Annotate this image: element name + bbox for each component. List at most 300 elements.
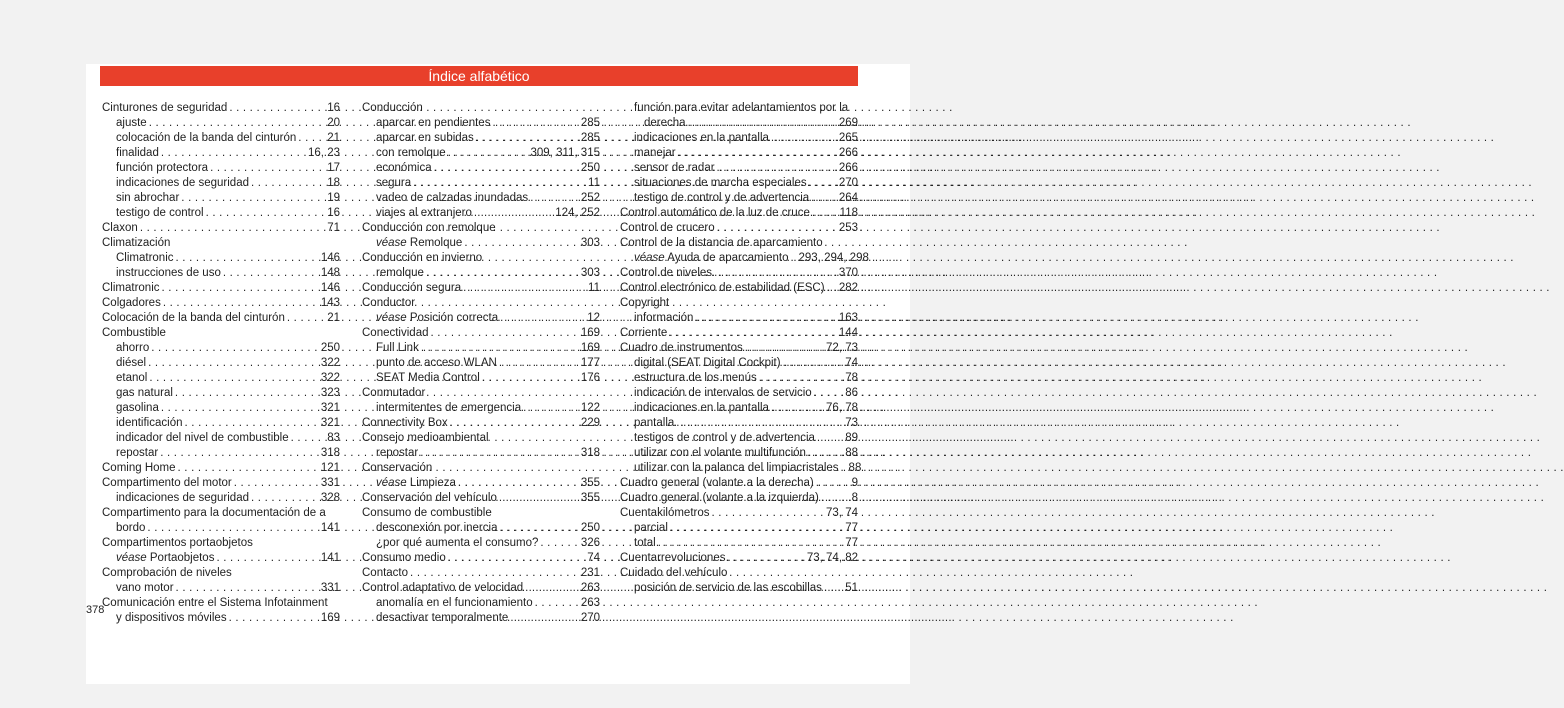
index-entry-leader	[448, 551, 585, 566]
index-entry	[620, 581, 858, 596]
index-entry-term: Consumo medio	[362, 552, 446, 564]
index-entry	[620, 536, 858, 551]
index-entry	[102, 101, 340, 116]
index-entry-term: Control de la distancia de aparcamiento	[620, 237, 823, 249]
index-entry-term: indicaciones de seguridad	[116, 177, 249, 189]
index-entry-term: pantalla	[634, 417, 675, 429]
index-entry-page: 266	[838, 162, 858, 174]
index-entry	[362, 461, 600, 476]
index-entry-term: Colocación de la banda del cinturón	[102, 312, 285, 324]
index-entry	[102, 521, 340, 536]
index-entry	[362, 386, 600, 401]
index-entry-term: Compartimentos portaobjetos	[102, 537, 253, 549]
index-entry-leader	[184, 416, 318, 431]
index-entry-leader	[669, 326, 837, 341]
index-entry-leader	[229, 101, 325, 116]
index-entry-leader	[670, 521, 843, 536]
page-number: 378	[86, 604, 105, 616]
index-entry-page: 270	[838, 177, 858, 189]
index-entry-leader	[783, 356, 844, 371]
index-entry-term: testigos de control y de advertencia	[634, 432, 815, 444]
index-entry-leader	[140, 221, 325, 236]
index-entry	[362, 266, 600, 281]
index-entry-page: 282	[838, 282, 858, 294]
index-entry-page: 309, 311, 315	[530, 147, 600, 159]
index-entry	[362, 356, 600, 371]
index-entry-page: 326	[580, 537, 600, 549]
index-entry	[362, 431, 600, 446]
index-entry	[620, 116, 858, 131]
index-entry-leader	[688, 116, 837, 131]
index-entry-page: 263	[580, 597, 600, 609]
index-entry-page: 229	[580, 417, 600, 429]
index-entry-page: 73	[845, 417, 858, 429]
index-entry-term: derecha	[644, 117, 686, 129]
index-entry	[362, 206, 600, 221]
index-entry-page: 331	[320, 477, 340, 489]
index-entry	[102, 566, 340, 581]
index-entry	[102, 446, 340, 461]
index-entry-term: económica	[376, 162, 432, 174]
index-entry-leader	[206, 206, 326, 221]
index-entry-leader	[771, 131, 837, 146]
index-entry-term: véase Limpieza	[376, 477, 456, 489]
index-entry-term: Colgadores	[102, 297, 161, 309]
index-entry-page: 163	[838, 312, 858, 324]
index-entry-term: parcial	[634, 522, 668, 534]
index-entry-page: 355	[580, 477, 600, 489]
index-entry-page: 71	[327, 222, 340, 234]
index-entry	[102, 311, 340, 326]
index-entry	[102, 401, 340, 416]
index-entry-page: 16	[327, 102, 340, 114]
index-entry-term: viajes al extranjero	[376, 207, 472, 219]
index-entry-term: Climatronic	[102, 282, 160, 294]
index-entry-page: 148	[320, 267, 340, 279]
index-entry	[620, 206, 858, 221]
index-entry-leader	[476, 131, 579, 146]
index-entry-page: 72, 73	[826, 342, 858, 354]
index-entry-term: finalidad	[116, 147, 159, 159]
index-entry-page: 285	[580, 117, 600, 129]
index-entry-term: digital (SEAT Digital Cockpit)	[634, 357, 781, 369]
index-entry-page: 323	[320, 387, 340, 399]
index-entry-page: 78	[845, 372, 858, 384]
index-entry-term: Conductor	[362, 297, 416, 309]
index-entry-leader	[458, 476, 579, 491]
index-entry	[102, 581, 340, 596]
page-title: Índice alfabético	[100, 66, 858, 86]
index-entry-page: 321	[320, 417, 340, 429]
index-entry-leader	[464, 236, 579, 251]
index-entry	[620, 401, 858, 416]
index-entry-term: Conectividad	[362, 327, 429, 339]
index-entry-term: Cuadro general (volante a la derecha)	[620, 477, 814, 489]
index-entry-term: Cuidado del vehículo	[620, 567, 728, 579]
index-entry	[362, 326, 600, 341]
index-entry	[102, 296, 340, 311]
index-entry-page: 322	[320, 357, 340, 369]
index-entry	[620, 161, 858, 176]
index-entry-leader	[695, 311, 836, 326]
index-entry-term: Connectivity Box	[362, 417, 448, 429]
index-entry	[102, 281, 340, 296]
index-entry-term: con remolque	[376, 147, 446, 159]
index-entry-page: 83	[327, 432, 340, 444]
index-entry-leader	[523, 401, 579, 416]
index-entry-leader	[147, 521, 318, 536]
index-entry-leader	[463, 281, 586, 296]
index-entry-leader	[711, 506, 824, 521]
index-entry-term: Full Link	[376, 342, 419, 354]
index-entry-leader	[811, 191, 837, 206]
index-entry-term: Control de crucero	[620, 222, 715, 234]
index-entry	[620, 461, 862, 476]
index-entry-term: Conducción con remolque	[362, 222, 496, 234]
index-entry	[620, 251, 869, 266]
index-entry-page: 264	[838, 192, 858, 204]
index-entry-term: estructura de los menús	[634, 372, 757, 384]
index-entry-term: SEAT Media Control	[376, 372, 480, 384]
index-entry	[620, 431, 858, 446]
index-entry	[362, 251, 600, 266]
index-entry-term: Corriente	[620, 327, 668, 339]
index-entry-leader	[499, 356, 579, 371]
index-entry-page: 141	[320, 522, 340, 534]
index-entry-leader	[745, 341, 824, 356]
index-entry-term: manejar	[634, 147, 676, 159]
index-entry-page: 355	[580, 492, 600, 504]
index-entry-page: 231	[580, 567, 600, 579]
index-entry-leader	[540, 536, 578, 551]
index-entry	[620, 176, 858, 191]
index-entry-page: 250	[580, 162, 600, 174]
index-entry-page: 263	[580, 582, 600, 594]
index-entry	[362, 446, 600, 461]
index-entry-leader	[287, 311, 325, 326]
index-entry-term: aparcar en pendientes	[376, 117, 491, 129]
index-entry-page: 250	[580, 522, 600, 534]
index-entry-leader	[151, 341, 319, 356]
index-entry-term: colocación de la banda del cinturón	[116, 132, 297, 144]
index-entry-term: Conducción en invierno	[362, 252, 483, 264]
index-entry-page: 19	[327, 192, 340, 204]
index-entry-page: 77	[845, 537, 858, 549]
index-entry-page: 11	[588, 177, 600, 189]
index-entry-term: véase Posición correcta	[376, 312, 499, 324]
index-entry-page: 88	[845, 447, 858, 459]
index-entry-leader	[492, 116, 578, 131]
index-entry	[362, 311, 600, 326]
index-entry-term: Copyright	[620, 297, 670, 309]
index-entry-term: total	[634, 537, 656, 549]
index-entry-term: repostar	[376, 447, 419, 459]
index-entry	[362, 116, 600, 131]
index-entry-page: 121	[320, 462, 340, 474]
index-entry-page: 74	[587, 552, 600, 564]
index-column-1	[102, 101, 340, 626]
index-entry	[620, 476, 858, 491]
index-entry	[102, 386, 340, 401]
index-entry-leader	[717, 161, 837, 176]
index-entry-page: 318	[320, 447, 340, 459]
index-entry-term: etanol	[116, 372, 148, 384]
index-entry-leader	[210, 161, 325, 176]
index-entry-term: sensor de radar	[634, 162, 715, 174]
index-entry-term: vadeo de calzadas inundadas	[376, 192, 529, 204]
index-entry-page: 322	[320, 372, 340, 384]
index-entry-leader	[176, 581, 319, 596]
index-entry-page: 370	[838, 267, 858, 279]
index-entry	[102, 611, 340, 626]
index-entry	[102, 236, 340, 251]
index-entry	[102, 326, 340, 341]
index-entry	[362, 221, 600, 236]
index-entry-term: bordo	[116, 522, 146, 534]
index-entry	[362, 296, 600, 311]
index-entry-page: 303	[580, 237, 600, 249]
index-entry	[362, 476, 600, 491]
index-entry-page: 177	[580, 357, 600, 369]
index-entry	[102, 191, 340, 206]
index-entry-term: Cuentakilómetros	[620, 507, 710, 519]
index-entry-page: 51	[845, 582, 858, 594]
index-entry-page: 141	[320, 552, 340, 564]
index-entry-page: 169	[320, 612, 340, 624]
index-entry	[620, 101, 858, 116]
index-entry-page: 86	[845, 387, 858, 399]
index-entry	[102, 491, 340, 506]
index-entry-leader	[821, 491, 850, 506]
index-entry-leader	[771, 401, 824, 416]
index-entry-page: 8	[851, 492, 858, 504]
index-entry-leader	[410, 566, 579, 581]
index-entry	[102, 161, 340, 176]
index-entry	[620, 191, 858, 206]
index-entry-leader	[814, 386, 843, 401]
index-entry-leader	[841, 461, 847, 476]
index-entry	[362, 566, 600, 581]
index-entry-term: Compartimento del motor	[102, 477, 232, 489]
index-entry-term: y dispositivos móviles	[116, 612, 227, 624]
index-entry-term: Claxon	[102, 222, 138, 234]
index-entry	[620, 416, 858, 431]
index-entry	[362, 161, 600, 176]
index-entry-leader	[229, 611, 319, 626]
index-entry-leader	[434, 161, 579, 176]
index-entry	[620, 446, 858, 461]
index-entry-leader	[499, 521, 578, 536]
index-entry	[102, 431, 340, 446]
index-entry-page: 303	[580, 267, 600, 279]
index-entry-page: 293, 294, 298	[798, 252, 869, 264]
index-entry-page: 146	[320, 252, 340, 264]
index-entry-leader	[161, 401, 319, 416]
index-entry-term: gas natural	[116, 387, 173, 399]
index-entry-page: 88	[848, 462, 862, 474]
index-entry	[362, 581, 600, 596]
index-entry-leader	[162, 281, 319, 296]
index-entry-leader	[149, 116, 326, 131]
index-entry	[362, 551, 600, 566]
index-entry-leader	[499, 491, 579, 506]
index-entry-term: utilizar con el volante multifunción	[634, 447, 806, 459]
index-entry	[362, 236, 600, 251]
index-entry	[620, 146, 858, 161]
index-entry-term: aparcar en subidas	[376, 132, 474, 144]
index-entry-term: indicador del nivel de combustible	[116, 432, 289, 444]
index-entry-term: véase Ayuda de aparcamiento	[634, 252, 789, 264]
index-entry-term: Combustible	[102, 327, 166, 339]
index-entry-leader	[678, 146, 837, 161]
index-entry-term: remolque	[376, 267, 424, 279]
index-entry	[362, 596, 600, 611]
index-entry-page: 321	[320, 402, 340, 414]
index-entry-leader	[474, 206, 553, 221]
index-entry	[620, 266, 858, 281]
index-entry	[362, 191, 600, 206]
index-entry-term: Cuentarrevoluciones	[620, 552, 726, 564]
index-entry-page: 331	[320, 582, 340, 594]
index-entry-page: 9	[851, 477, 858, 489]
index-entry	[102, 266, 340, 281]
index-entry-term: testigo de control y de advertencia	[634, 192, 810, 204]
index-entry	[362, 131, 600, 146]
index-entry	[620, 326, 858, 341]
index-entry	[362, 611, 600, 626]
index-entry	[102, 146, 340, 161]
index-entry-leader	[727, 551, 804, 566]
index-entry-page: 270	[580, 612, 600, 624]
index-entry-page: 11	[588, 282, 600, 294]
index-entry-term: Contacto	[362, 567, 409, 579]
index-entry-page: 74	[845, 357, 858, 369]
index-entry-leader	[291, 431, 326, 446]
index-entry	[620, 296, 858, 311]
index-entry-page: 265	[838, 132, 858, 144]
index-entry	[620, 356, 858, 371]
index-entry-leader	[148, 356, 319, 371]
index-entry	[620, 506, 858, 521]
index-entry-term: segura	[376, 177, 412, 189]
index-entry-leader	[482, 371, 579, 386]
index-entry-term: desconexión por inercia	[376, 522, 498, 534]
index-entry-leader	[181, 191, 325, 206]
index-entry-leader	[714, 266, 837, 281]
index-entry-leader	[809, 176, 837, 191]
index-entry-leader	[413, 176, 586, 191]
index-entry-page: 250	[320, 342, 340, 354]
index-entry	[102, 116, 340, 131]
index-entry	[102, 371, 340, 386]
index-entry-term: Climatronic	[116, 252, 174, 264]
index-entry	[620, 371, 858, 386]
index-entry	[620, 386, 858, 401]
index-entry-leader	[824, 581, 843, 596]
index-entry	[362, 416, 600, 431]
index-column-3	[620, 101, 869, 596]
index-entry-term: testigo de control	[116, 207, 204, 219]
index-entry-leader	[450, 416, 579, 431]
index-entry-term: instrucciones de uso	[116, 267, 221, 279]
index-entry-term: Coming Home	[102, 462, 176, 474]
index-entry	[102, 416, 340, 431]
index-entry-leader	[717, 221, 837, 236]
index-entry	[102, 341, 340, 356]
index-entry	[620, 311, 858, 326]
index-entry	[102, 206, 340, 221]
index-entry	[362, 341, 600, 356]
index-entry	[102, 476, 340, 491]
index-entry-page: 20	[327, 117, 340, 129]
index-entry	[102, 356, 340, 371]
index-entry-term: Conservación	[362, 462, 433, 474]
index-entry-leader	[149, 371, 318, 386]
index-entry-page: 16, 23	[308, 147, 340, 159]
index-entry	[620, 491, 858, 506]
index-entry-term: función protectora	[116, 162, 209, 174]
index-entry-term: punto de acceso WLAN	[376, 357, 497, 369]
index-entry-page: 122	[580, 402, 600, 414]
index-entry-page: 285	[580, 132, 600, 144]
index-entry-leader	[178, 461, 319, 476]
index-entry	[620, 341, 858, 356]
index-entry-term: situaciones de marcha especiales	[634, 177, 807, 189]
index-entry-leader	[530, 191, 579, 206]
index-entry-leader	[251, 176, 325, 191]
index-entry-term: Consumo de combustible	[362, 507, 492, 519]
index-entry-page: 169	[580, 342, 600, 354]
index-entry-term: anomalía en el funcionamiento	[376, 597, 533, 609]
index-entry	[620, 566, 858, 581]
index-entry-page: 318	[580, 447, 600, 459]
index-entry-page: 73, 74, 82	[806, 552, 858, 564]
index-entry-term: desactivar temporalmente	[376, 612, 509, 624]
index-entry-term: Cuadro de instrumentos	[620, 342, 743, 354]
index-entry-leader	[658, 536, 843, 551]
index-entry	[362, 536, 600, 551]
index-entry-term: posición de servicio de las escobillas	[634, 582, 822, 594]
index-entry	[620, 131, 858, 146]
index-entry-page: 21	[327, 312, 340, 324]
index-entry-term: indicación de intervalos de servicio	[634, 387, 812, 399]
index-entry-leader	[298, 131, 325, 146]
index-entry-leader	[448, 146, 529, 161]
index-entry-page: 16	[327, 207, 340, 219]
index-entry-page: 269	[838, 117, 858, 129]
index-entry-term: Compartimento para la documentación de a	[102, 507, 326, 519]
index-entry	[102, 251, 340, 266]
index-entry-page: 253	[838, 222, 858, 234]
index-entry-term: identificación	[116, 417, 183, 429]
index-entry	[620, 551, 858, 566]
index-entry-term: Cuadro general (volante a la izquierda)	[620, 492, 819, 504]
index-entry	[362, 521, 600, 536]
index-entry-term: ¿por qué aumenta el consumo?	[376, 537, 539, 549]
index-entry-term: Climatización	[102, 237, 171, 249]
index-entry-leader	[500, 311, 585, 326]
index-entry-term: diésel	[116, 357, 147, 369]
index-entry-leader	[216, 551, 318, 566]
index-entry-page: 252	[580, 192, 600, 204]
index-entry-page: 17	[327, 162, 340, 174]
index-entry-page: 176	[580, 372, 600, 384]
index-entry	[102, 176, 340, 191]
index-entry	[102, 221, 340, 236]
index-entry	[362, 101, 600, 116]
index-entry-term: gasolina	[116, 402, 159, 414]
index-entry-term: repostar	[116, 447, 159, 459]
